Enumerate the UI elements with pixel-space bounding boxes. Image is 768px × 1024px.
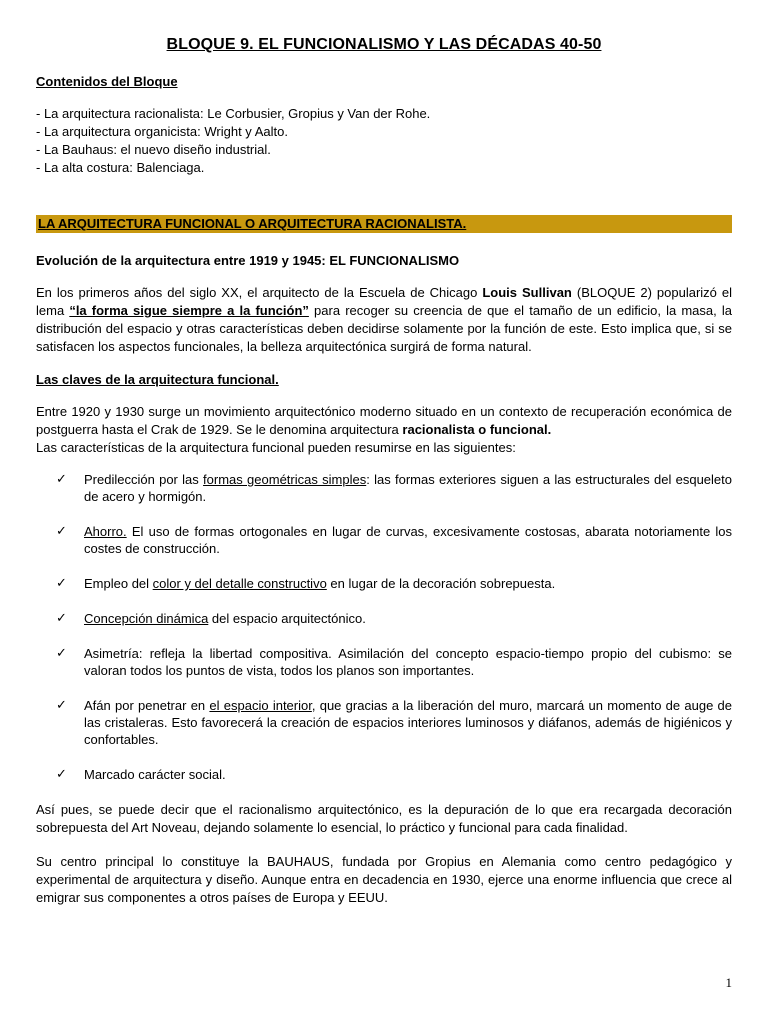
check-icon: ✓ (56, 698, 67, 713)
page-number: 1 (725, 975, 732, 990)
contents-heading: Contenidos del Bloque (36, 74, 178, 89)
feature-item (36, 610, 732, 627)
check-icon: ✓ (56, 472, 67, 487)
features-list (36, 471, 732, 783)
keys-heading: Las claves de la arquitectura funcional. (36, 372, 279, 387)
contents-item: - La arquitectura organicista: Wright y Aalto. (36, 124, 288, 139)
motto: “la forma sigue siempre a la función” (69, 303, 309, 318)
feature-key: formas geométricas simples (203, 472, 367, 487)
p1-text-a: En los primeros años del siglo XX, el arquitecto de la Escuela de Chicago (36, 285, 483, 300)
feature-text: El uso de formas ortogonales en lugar de curvas, excesivamente costosas, abarata notoriamente los costes de construcción. (84, 524, 732, 556)
sullivan-name: Louis Sullivan (482, 285, 572, 300)
contents-item: - La Bauhaus: el nuevo diseño industrial. (36, 142, 271, 157)
p2-text-a: Entre 1920 y 1930 surge un movimiento arquitectónico moderno situado en un contexto de recuperación económica de postguerra hasta el Crak de 1929. Se le denomina arquitectura (36, 404, 732, 437)
feature-item (36, 575, 732, 592)
feature-item (36, 697, 732, 748)
document-title: BLOQUE 9. EL FUNCIONALISMO Y LAS DÉCADAS 40-50 (166, 36, 602, 53)
feature-key: Ahorro. (84, 524, 127, 539)
check-icon: ✓ (56, 767, 67, 782)
feature-text: Afán por penetrar en (84, 698, 210, 713)
feature-item (36, 766, 732, 783)
contents-list (36, 105, 732, 177)
feature-key: Concepción dinámica (84, 611, 209, 626)
feature-text: Marcado carácter social. (84, 767, 226, 782)
check-icon: ✓ (56, 646, 67, 661)
feature-item (36, 645, 732, 679)
contents-item: - La alta costura: Balenciaga. (36, 160, 205, 175)
contents-item: - La arquitectura racionalista: Le Corbusier, Gropius y Van der Rohe. (36, 106, 431, 121)
evolution-heading: Evolución de la arquitectura entre 1919 y 1945: EL FUNCIONALISMO (36, 253, 460, 268)
check-icon: ✓ (56, 576, 67, 591)
document-page (36, 36, 732, 923)
p2-text-c: Las características de la arquitectura funcional pueden resumirse en las siguientes: (36, 440, 516, 455)
p1-text-e: para recoger su creencia de que el tamaño de un edificio, la masa, la distribución del espacio y otras características deben decidirse solamente por la función de este. Esto implica que, si se satisfacen los aspectos funcionales, la belleza arquitectónica surgirá de forma natural. (36, 303, 733, 354)
check-icon: ✓ (56, 611, 67, 626)
feature-item (36, 523, 732, 557)
feature-key: color y del detalle constructivo (152, 576, 327, 591)
check-icon: ✓ (56, 524, 67, 539)
feature-key: el espacio interior (209, 698, 312, 713)
summary-paragraph: Así pues, se puede decir que el racionalismo arquitectónico, es la depuración de lo que era recargada decoración sobrepuesta del Art Noveau, dejando solamente lo esencial, lo práctico y funcional para cada finalidad. (36, 802, 732, 835)
feature-text: : las formas exteriores siguen a las estructurales del esqueleto de acero y hormigón. (84, 472, 732, 504)
feature-text: , que gracias a la liberación del muro, marcará un momento de auge de las cristaleras. Esto favorecerá la creación de espacios interiores luminosos y diáfanos, además de higiénicos y confortables. (84, 698, 733, 747)
sullivan-paragraph (36, 284, 732, 356)
p2-term: racionalista o funcional. (402, 422, 552, 437)
movement-paragraph (36, 403, 732, 457)
bauhaus-paragraph: Su centro principal lo constituye la BAUHAUS, fundada por Gropius en Alemania como centro pedagógico y experimental de arquitectura y diseño. Aunque entra en decadencia en 1930, ejerce una enorme influencia que crece al emigrar sus componentes a otros países de Europa y EEUU. (36, 854, 732, 905)
feature-text: Predilección por las (84, 472, 204, 487)
feature-text: del espacio arquitectónico. (208, 611, 366, 626)
section-banner: LA ARQUITECTURA FUNCIONAL O ARQUITECTURA RACIONALISTA. (36, 215, 732, 233)
feature-text: Asimetría: refleja la libertad compositiva. Asimilación del concepto espacio-tiempo propio del cubismo: se valoran todos los puntos de vista, todos los planos son importantes. (84, 646, 732, 678)
p1-text-c: (BLOQUE 2) popularizó el lema (36, 285, 733, 318)
feature-text: en lugar de la decoración sobrepuesta. (326, 576, 556, 591)
feature-item (36, 471, 732, 505)
feature-text: Empleo del (84, 576, 153, 591)
